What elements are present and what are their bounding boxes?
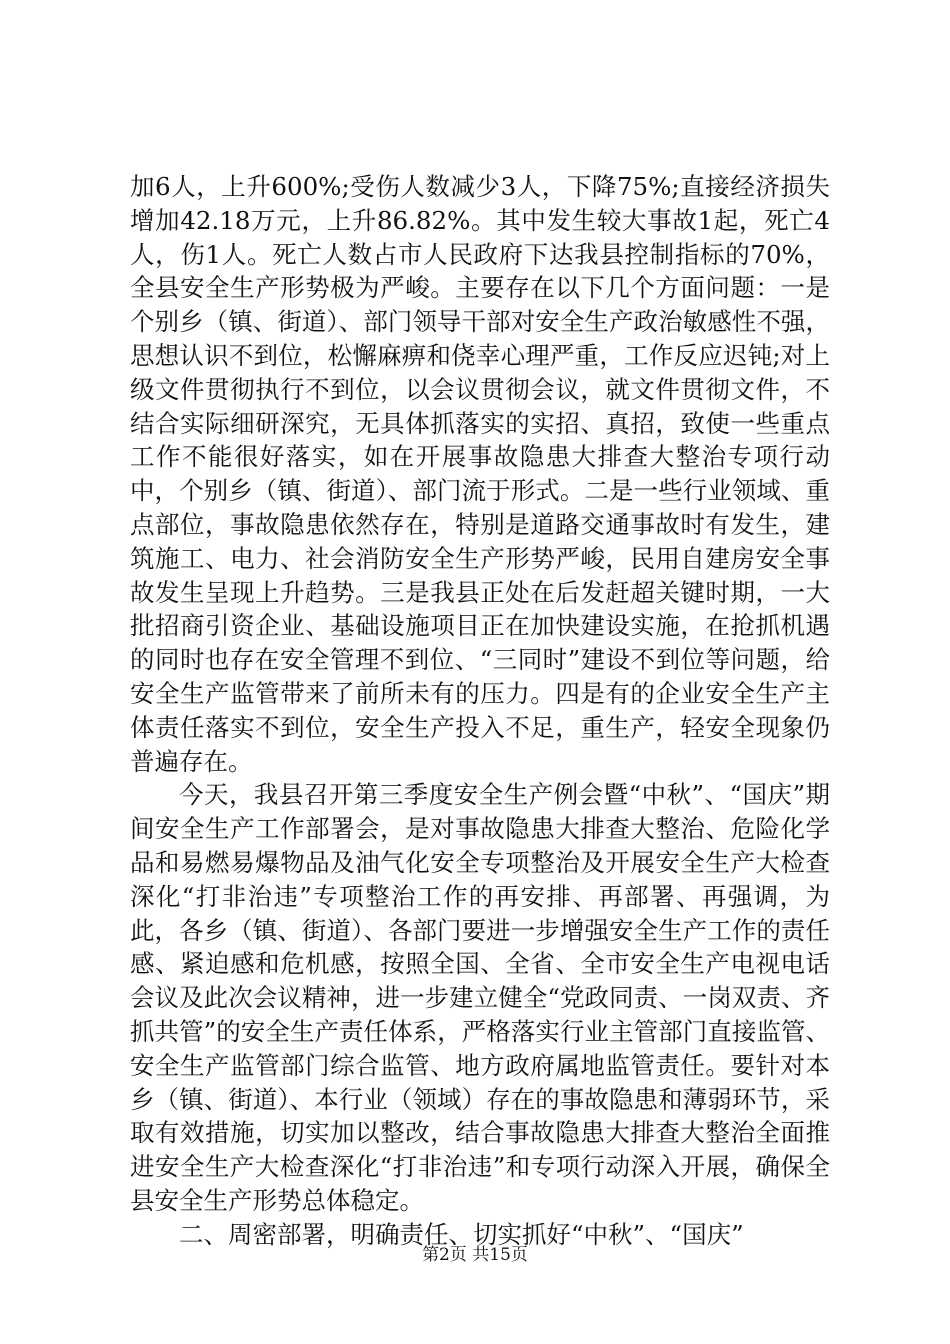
- section-heading-two: 二、周密部署，明确责任、切实抓好“中秋”、“国庆”: [179, 1219, 744, 1249]
- body-paragraph-meeting: 今天，我县召开第三季度安全生产例会暨“中秋”、“国庆”期间安全生产工作部署会，是对事故隐患大排查大整治、危险化学品和易燃易爆物品及油气化安全专项整治及开展安全生产大检查深化“打非治违”专项整治工作的再安排、再部署、再强调，为此，各乡（镇、街道）、各部门要进一步增强安全生产工作的责任感、紧迫感和危机感，按照全国、全省、全市安全生产电视电话会议及此次会议精神，进一步建立健全“党政同责、一岗双责、齐抓共管”的安全生产责任体系，严格落实行业主管部门直接监管、安全生产监管部门综合监管、地方政府属地监管责任。要针对本乡（镇、街道）、本行业（领域）存在的事故隐患和薄弱环节，采取有效措施，切实加以整改，结合事故隐患大排查大整治全面推进安全生产大检查深化“打非治违”和专项行动深入开展，确保全县安全生产形势总体稳定。: [130, 780, 830, 1215]
- document-body: [130, 170, 830, 1252]
- body-paragraph-continued: 加6人，上升600%;受伤人数减少3人，下降75%;直接经济损失增加42.18万元，上升86.82%。其中发生较大事故1起，死亡4人，伤1人。死亡人数占市人民政府下达我县控制指标的70%，全县安全生产形势极为严峻。主要存在以下几个方面问题：一是个别乡（镇、街道）、部门领导干部对安全生产政治敏感性不强，思想认识不到位，松懈麻痹和侥幸心理严重，工作反应迟钝;对上级文件贯彻执行不到位，以会议贯彻会议，就文件贯彻文件，不结合实际细研深究，无具体抓落实的实招、真招，致使一些重点工作不能很好落实，如在开展事故隐患大排查大整治专项行动中，个别乡（镇、街道）、部门流于形式。二是一些行业领域、重点部位，事故隐患依然存在，特别是道路交通事故时有发生，建筑施工、电力、社会消防安全生产形势严峻，民用自建房安全事故发生呈现上升趋势。三是我县正处在后发赶超关键时期，一大批招商引资企业、基础设施项目正在加快建设实施，在抢抓机遇的同时也存在安全管理不到位、“三同时”建设不到位等问题，给安全生产监管带来了前所未有的压力。四是有的企业安全生产主体责任落实不到位，安全生产投入不足，重生产，轻安全现象仍普遍存在。: [130, 172, 830, 776]
- page-footer: 第2页 共15页: [422, 1245, 528, 1265]
